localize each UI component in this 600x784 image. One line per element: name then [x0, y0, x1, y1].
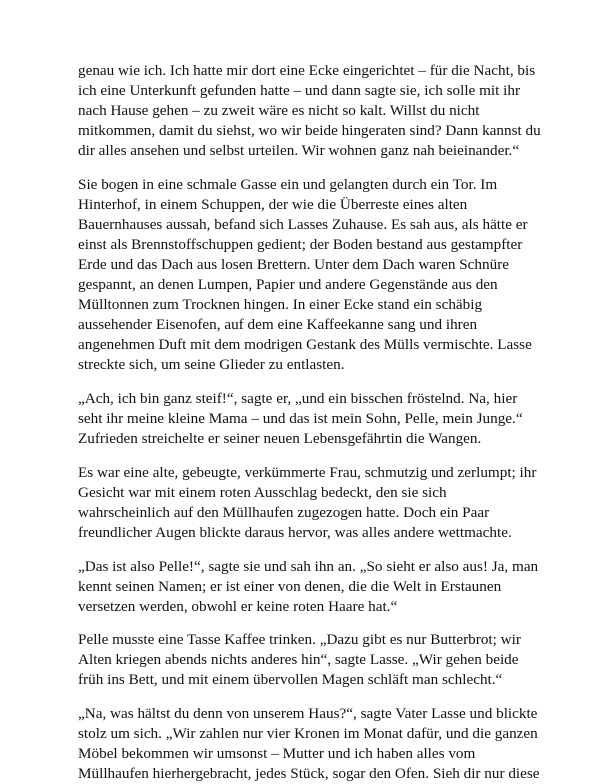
text-line: aussehender Eisenofen, auf dem eine Kaffeekanne sang und ihren [78, 316, 478, 333]
text-line: seht ihr meine kleine Mama – und das ist mein Sohn, Pelle, mein Junge.“ [78, 410, 523, 427]
text-line: wahrscheinlich auf den Müllhaufen zugezogen hatte. Doch ein Paar [78, 504, 490, 521]
text-line: ich eine Unterkunft gefunden hatte – und dann sagte sie, ich solle mit ihr [78, 82, 521, 99]
text-line: Möbel bekommen wir umsonst – Mutter und ich haben alles vom [78, 745, 476, 762]
paragraph-1 [78, 61, 541, 161]
text-line: „Na, was hältst du denn von unserem Haus?“, sagte Vater Lasse und blickte [78, 705, 538, 722]
text-line: freundlicher Augen blickte daraus hervor, was alles andere wettmachte. [78, 524, 512, 541]
paragraph-5 [78, 557, 539, 617]
text-line: nach Hause gehen – zu zweit wäre es nicht so kalt. Willst du nicht [78, 102, 480, 119]
text-line: früh ins Bett, und mit einem übervollen Magen schläft man schlecht.“ [78, 671, 503, 688]
text-line: „Das ist also Pelle!“, sagte sie und sah ihn an. „So sieht er also aus! Ja, man [78, 558, 539, 575]
paragraph-2 [78, 175, 530, 375]
text-line: streckte sich, um seine Glieder zu entlasten. [78, 356, 345, 373]
text-line: Zufrieden streichelte er seiner neuen Lebensgefährtin die Wangen. [78, 430, 482, 447]
text-line: mitkommen, damit du siehst, wo wir beide hingeraten sind? Dann kannst du [78, 122, 541, 139]
text-line: versetzen werden, obwohl er keine roten Haare hat.“ [78, 598, 398, 615]
paragraph-3 [78, 389, 530, 449]
text-line: einst als Brennstoffschuppen gedient; der Boden bestand aus gestampfter [78, 236, 523, 253]
text-line: Erde und das Dach aus losen Brettern. Unter dem Dach waren Schnüre [78, 256, 510, 273]
text-line: Gesicht war mit einem roten Ausschlag bedeckt, den sie sich [78, 484, 447, 501]
text-line: dir alles ansehen und selbst urteilen. Wir wohnen ganz nah beieinander.“ [78, 142, 520, 159]
text-line: Müllhaufen hierhergebracht, jedes Stück, sogar den Ofen. Sieh dir nur diese [78, 765, 540, 782]
paragraph-4 [78, 463, 537, 543]
paragraph-6 [78, 630, 530, 690]
text-line: Sie bogen in eine schmale Gasse ein und gelangten durch ein Tor. Im [78, 176, 498, 193]
text-line: Bauernhauses aussah, befand sich Lasses Zuhause. Es sah aus, als hätte er [78, 216, 528, 233]
text-line: angenehmen Duft mit dem modrigen Gestank des Mülls vermischte. Lasse [78, 336, 532, 353]
text-line: kennt seinen Namen; er ist einer von denen, die die Welt in Erstaunen [78, 578, 502, 595]
text-line: Alten kriegen abends nichts anderes hin“, sagte Lasse. „Wir gehen beide [78, 651, 519, 668]
text-line: genau wie ich. Ich hatte mir dort eine Ecke eingerichtet – für die Nacht, bis [78, 62, 536, 79]
text-line: Hinterhof, in einem Schuppen, der wie die Überreste eines alten [78, 196, 468, 213]
paragraph-7 [78, 704, 540, 784]
text-line: Es war eine alte, gebeugte, verkümmerte Frau, schmutzig und zerlumpt; ihr [78, 464, 537, 481]
text-line: Pelle musste eine Tasse Kaffee trinken. „Dazu gibt es nur Butterbrot; wir [78, 631, 521, 648]
text-line: Mülltonnen zum Trocknen hingen. In einer Ecke stand ein schäbig [78, 296, 483, 313]
text-line: gespannt, an denen Lumpen, Papier und andere Gegenstände aus den [78, 276, 498, 293]
text-line: „Ach, ich bin ganz steif!“, sagte er, „und ein bisschen fröstelnd. Na, hier [78, 390, 518, 407]
text-line: stolz um sich. „Wir zahlen nur vier Kronen im Monat dafür, und die ganzen [78, 725, 538, 742]
